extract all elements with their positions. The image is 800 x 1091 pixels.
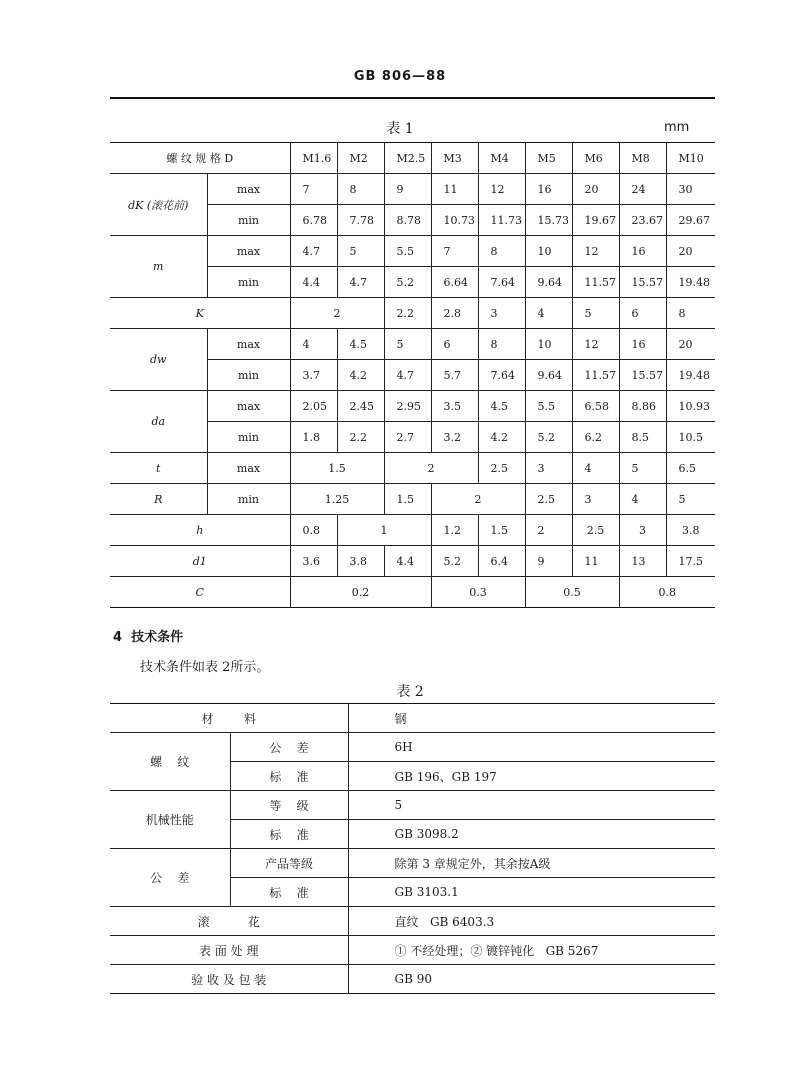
table-cell: 11.57 bbox=[572, 360, 619, 391]
size-cell: M10 bbox=[666, 143, 715, 174]
table-cell: 8 bbox=[666, 298, 715, 329]
table-cell: 19.48 bbox=[666, 267, 715, 298]
size-cell: M1.6 bbox=[290, 143, 337, 174]
table-cell: 5.2 bbox=[431, 546, 478, 577]
table-cell: 0.3 bbox=[431, 577, 525, 608]
product-grade-value: 除第 3 章规定外，其余按A级 bbox=[348, 849, 715, 878]
m-label: m bbox=[110, 236, 207, 298]
table-cell: 12 bbox=[572, 329, 619, 360]
table-row bbox=[110, 329, 715, 360]
tol-std-label: 标 准 bbox=[230, 878, 348, 907]
table-cell: 7.78 bbox=[337, 205, 384, 236]
table-cell: 2.5 bbox=[478, 453, 525, 484]
m-min-label: min bbox=[207, 267, 290, 298]
table-cell: 8 bbox=[337, 174, 384, 205]
table-cell: 3 bbox=[478, 298, 525, 329]
table-cell: 3.8 bbox=[666, 515, 715, 546]
product-grade-label: 产品等级 bbox=[230, 849, 348, 878]
table-cell: 2.2 bbox=[384, 298, 431, 329]
table-cell: 5.7 bbox=[431, 360, 478, 391]
table-cell: 11 bbox=[572, 546, 619, 577]
table-cell: 2.05 bbox=[290, 391, 337, 422]
section-heading: 4 技术条件 bbox=[113, 630, 184, 645]
table-cell: 2 bbox=[525, 515, 572, 546]
table-row bbox=[110, 577, 715, 608]
table-row bbox=[110, 791, 715, 820]
table-cell: 29.67 bbox=[666, 205, 715, 236]
table-cell: 1.2 bbox=[431, 515, 478, 546]
grade-label: 等 级 bbox=[230, 791, 348, 820]
table-cell: 4.7 bbox=[290, 236, 337, 267]
table-row bbox=[110, 453, 715, 484]
table-cell: 4 bbox=[525, 298, 572, 329]
c-label: C bbox=[110, 577, 290, 608]
table-cell: 4.2 bbox=[478, 422, 525, 453]
table-cell: 20 bbox=[666, 329, 715, 360]
table-cell: 5 bbox=[572, 298, 619, 329]
table-cell: 5.2 bbox=[525, 422, 572, 453]
table-cell: 2.95 bbox=[384, 391, 431, 422]
table-cell: 6 bbox=[431, 329, 478, 360]
table-cell: 2.5 bbox=[525, 484, 572, 515]
table-cell: 20 bbox=[666, 236, 715, 267]
table-cell: 5 bbox=[384, 329, 431, 360]
tol-std-value: GB 3103.1 bbox=[348, 878, 715, 907]
t-label: t bbox=[110, 453, 207, 484]
size-cell: M5 bbox=[525, 143, 572, 174]
t-sub-label: max bbox=[207, 453, 290, 484]
size-cell: M3 bbox=[431, 143, 478, 174]
table-cell: 20 bbox=[572, 174, 619, 205]
table-cell: 5 bbox=[666, 484, 715, 515]
table-cell: 5.5 bbox=[525, 391, 572, 422]
table-cell: 3.6 bbox=[290, 546, 337, 577]
table-cell: 11.57 bbox=[572, 267, 619, 298]
table-cell: 6.2 bbox=[572, 422, 619, 453]
table-cell: 8.5 bbox=[619, 422, 666, 453]
da-max-label: max bbox=[207, 391, 290, 422]
acceptance-value: GB 90 bbox=[348, 965, 715, 994]
table-cell: 1.5 bbox=[290, 453, 384, 484]
table-row bbox=[110, 484, 715, 515]
table-cell: 2.45 bbox=[337, 391, 384, 422]
table-cell: 8.86 bbox=[619, 391, 666, 422]
table-row bbox=[110, 965, 715, 994]
table-cell: 6.58 bbox=[572, 391, 619, 422]
r-label: R bbox=[110, 484, 207, 515]
table-cell: 30 bbox=[666, 174, 715, 205]
m-max-label: max bbox=[207, 236, 290, 267]
table-cell: 15.57 bbox=[619, 360, 666, 391]
table-cell: 6.78 bbox=[290, 205, 337, 236]
table-cell: 2.5 bbox=[572, 515, 619, 546]
dk-max-label: max bbox=[207, 174, 290, 205]
table-cell: 5 bbox=[619, 453, 666, 484]
table-cell: 10 bbox=[525, 329, 572, 360]
size-cell: M6 bbox=[572, 143, 619, 174]
table-cell: 5 bbox=[337, 236, 384, 267]
table-cell: 4 bbox=[572, 453, 619, 484]
table-cell: 17.5 bbox=[666, 546, 715, 577]
table-cell: 2 bbox=[431, 484, 525, 515]
thread-std-label: 标 准 bbox=[230, 762, 348, 791]
dimension-table bbox=[110, 142, 715, 608]
table-cell: 3 bbox=[619, 515, 666, 546]
tol-label: 公 差 bbox=[110, 849, 230, 907]
header-rule bbox=[110, 97, 715, 99]
table-cell: 3 bbox=[525, 453, 572, 484]
table-cell: 6.64 bbox=[431, 267, 478, 298]
k-label: K bbox=[110, 298, 290, 329]
table-cell: 4 bbox=[619, 484, 666, 515]
table-cell: 9.64 bbox=[525, 267, 572, 298]
material-label: 材 料 bbox=[110, 704, 348, 733]
d1-label: d1 bbox=[110, 546, 290, 577]
mech-std-value: GB 3098.2 bbox=[348, 820, 715, 849]
table-cell: 9.64 bbox=[525, 360, 572, 391]
table-row bbox=[110, 391, 715, 422]
table-cell: 2 bbox=[384, 453, 478, 484]
r-sub-label: min bbox=[207, 484, 290, 515]
table-cell: 4.7 bbox=[337, 267, 384, 298]
table-cell: 3.7 bbox=[290, 360, 337, 391]
table-cell: 24 bbox=[619, 174, 666, 205]
table-cell: 4.2 bbox=[337, 360, 384, 391]
table-cell: 7.64 bbox=[478, 267, 525, 298]
table-cell: 7 bbox=[431, 236, 478, 267]
table-cell: 8 bbox=[478, 329, 525, 360]
table-row bbox=[110, 236, 715, 267]
table-cell: 4.4 bbox=[290, 267, 337, 298]
table-cell: 0.8 bbox=[290, 515, 337, 546]
thread-label: 螺 纹 bbox=[110, 733, 230, 791]
table-cell: 8 bbox=[478, 236, 525, 267]
dk-min-label: min bbox=[207, 205, 290, 236]
table-cell: 10.73 bbox=[431, 205, 478, 236]
table-cell: 7 bbox=[290, 174, 337, 205]
size-cell: M2 bbox=[337, 143, 384, 174]
table-cell: 0.5 bbox=[525, 577, 619, 608]
table-cell: 19.48 bbox=[666, 360, 715, 391]
table-cell: 11.73 bbox=[478, 205, 525, 236]
table-cell: 3 bbox=[572, 484, 619, 515]
knurl-value: 直纹 GB 6403.3 bbox=[348, 907, 715, 936]
table-cell: 7.64 bbox=[478, 360, 525, 391]
table-cell: 15.73 bbox=[525, 205, 572, 236]
dw-min-label: min bbox=[207, 360, 290, 391]
table-cell: 5.5 bbox=[384, 236, 431, 267]
table-cell: 1.8 bbox=[290, 422, 337, 453]
table-cell: 16 bbox=[619, 236, 666, 267]
table1-unit: mm bbox=[664, 120, 690, 135]
table-row bbox=[110, 298, 715, 329]
table-cell: 23.67 bbox=[619, 205, 666, 236]
table-cell: 9 bbox=[384, 174, 431, 205]
table-cell: 2 bbox=[290, 298, 384, 329]
mech-std-label: 标 准 bbox=[230, 820, 348, 849]
table-cell: 0.8 bbox=[619, 577, 715, 608]
table-cell: 3.5 bbox=[431, 391, 478, 422]
table-cell: 1.5 bbox=[478, 515, 525, 546]
table-row bbox=[110, 143, 715, 174]
table-row bbox=[110, 174, 715, 205]
table-cell: 5.2 bbox=[384, 267, 431, 298]
dw-label: dw bbox=[110, 329, 207, 391]
dk-label: dK (滚花前) bbox=[110, 174, 207, 236]
table-row bbox=[110, 704, 715, 733]
da-min-label: min bbox=[207, 422, 290, 453]
surface-label: 表 面 处 理 bbox=[110, 936, 348, 965]
table-cell: 10.93 bbox=[666, 391, 715, 422]
table-row bbox=[110, 515, 715, 546]
acceptance-label: 验 收 及 包 装 bbox=[110, 965, 348, 994]
tolerance-label: 公 差 bbox=[230, 733, 348, 762]
table-cell: 4 bbox=[290, 329, 337, 360]
table-cell: 2.7 bbox=[384, 422, 431, 453]
table-cell: 10 bbox=[525, 236, 572, 267]
dw-max-label: max bbox=[207, 329, 290, 360]
table-cell: 10.5 bbox=[666, 422, 715, 453]
table1-caption: 表 1 bbox=[386, 121, 414, 137]
table-cell: 13 bbox=[619, 546, 666, 577]
table-cell: 1 bbox=[337, 515, 431, 546]
table-cell: 4.5 bbox=[478, 391, 525, 422]
table-cell: 6.5 bbox=[666, 453, 715, 484]
table-row bbox=[110, 733, 715, 762]
table-cell: 15.57 bbox=[619, 267, 666, 298]
table-row bbox=[110, 546, 715, 577]
table-cell: 12 bbox=[572, 236, 619, 267]
table-cell: 0.2 bbox=[290, 577, 431, 608]
surface-value: ① 不经处理；② 镀锌钝化 GB 5267 bbox=[348, 936, 715, 965]
size-cell: M2.5 bbox=[384, 143, 431, 174]
section-paragraph: 技术条件如表 2所示。 bbox=[140, 660, 270, 675]
table-cell: 9 bbox=[525, 546, 572, 577]
table-cell: 16 bbox=[619, 329, 666, 360]
size-cell: M4 bbox=[478, 143, 525, 174]
table-row bbox=[110, 849, 715, 878]
table-cell: 4.5 bbox=[337, 329, 384, 360]
table2-caption: 表 2 bbox=[396, 684, 424, 700]
table-cell: 1.25 bbox=[290, 484, 384, 515]
mech-label: 机械性能 bbox=[110, 791, 230, 849]
table-cell: 2.8 bbox=[431, 298, 478, 329]
spec-label: 螺 纹 规 格 D bbox=[110, 143, 290, 174]
table-cell: 16 bbox=[525, 174, 572, 205]
table-cell: 2.2 bbox=[337, 422, 384, 453]
table-cell: 6.4 bbox=[478, 546, 525, 577]
table-cell: 4.7 bbox=[384, 360, 431, 391]
thread-std-value: GB 196、GB 197 bbox=[348, 762, 715, 791]
table-row bbox=[110, 907, 715, 936]
table-cell: 1.5 bbox=[384, 484, 431, 515]
da-label: da bbox=[110, 391, 207, 453]
tolerance-value: 6H bbox=[348, 733, 715, 762]
h-label: h bbox=[110, 515, 290, 546]
table-row bbox=[110, 936, 715, 965]
table-cell: 6 bbox=[619, 298, 666, 329]
size-cell: M8 bbox=[619, 143, 666, 174]
table-cell: 19.67 bbox=[572, 205, 619, 236]
page-header-title: GB 806—88 bbox=[353, 69, 447, 84]
table-cell: 12 bbox=[478, 174, 525, 205]
table-cell: 3.8 bbox=[337, 546, 384, 577]
table-cell: 8.78 bbox=[384, 205, 431, 236]
table-cell: 3.2 bbox=[431, 422, 478, 453]
knurl-label: 滚 花 bbox=[110, 907, 348, 936]
technical-conditions-table bbox=[110, 703, 715, 994]
material-value: 钢 bbox=[348, 704, 715, 733]
table-cell: 4.4 bbox=[384, 546, 431, 577]
table-cell: 11 bbox=[431, 174, 478, 205]
grade-value: 5 bbox=[348, 791, 715, 820]
